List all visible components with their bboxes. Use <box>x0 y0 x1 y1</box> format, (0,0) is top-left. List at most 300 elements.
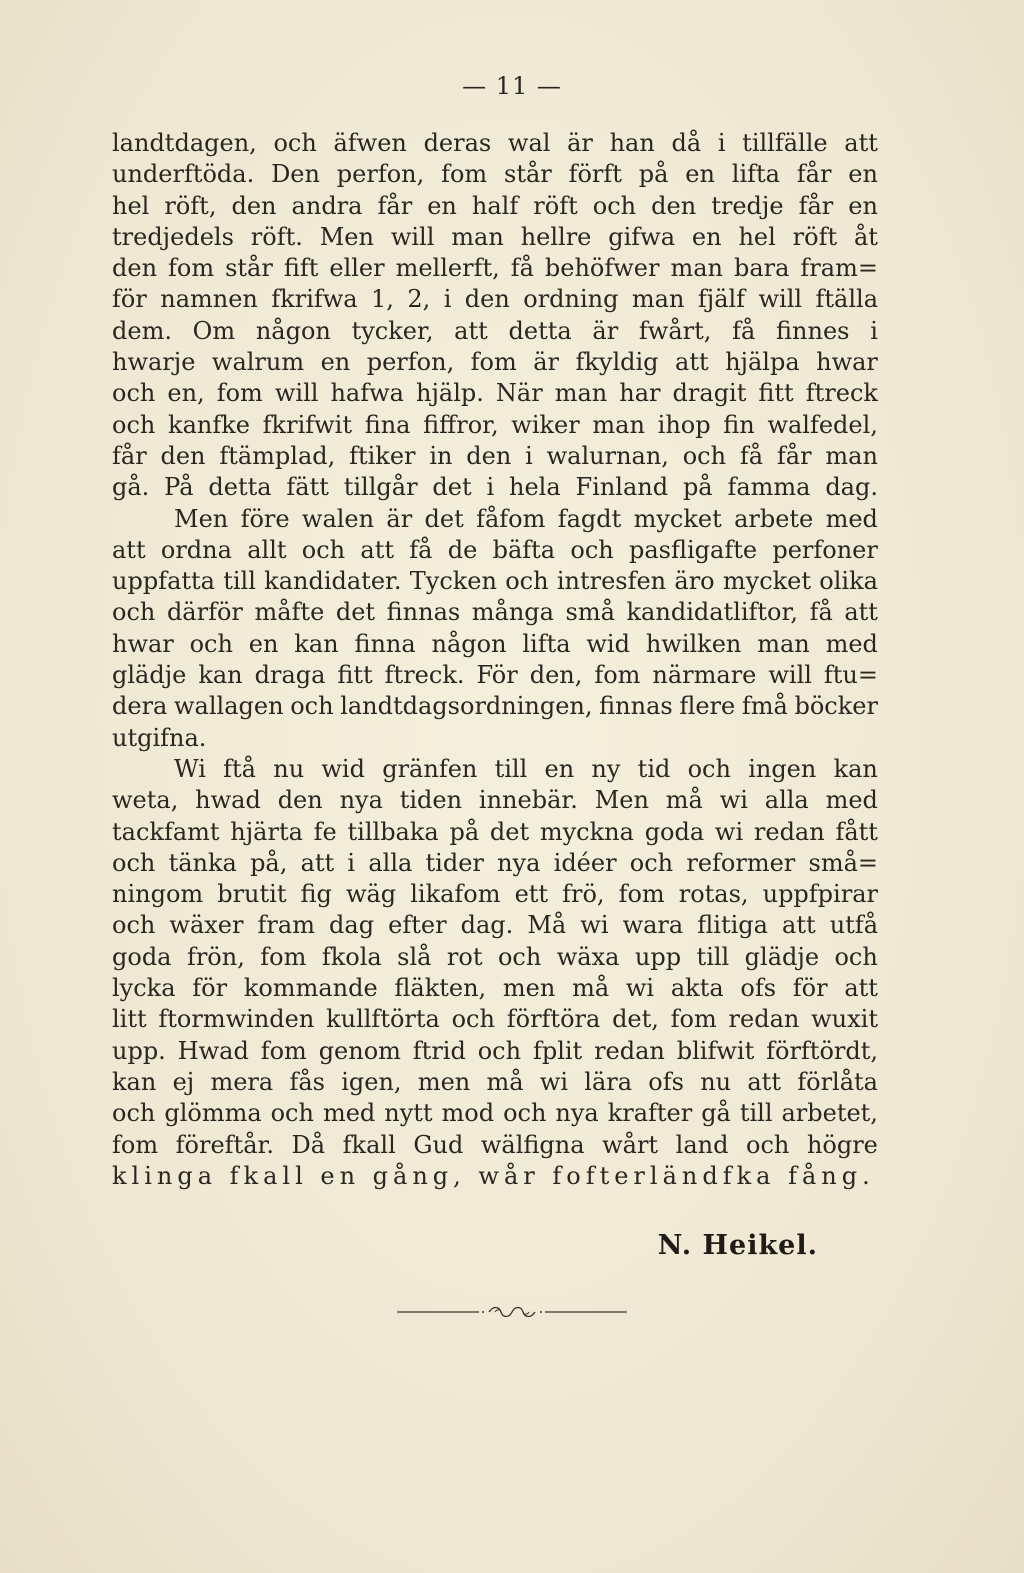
word: tiden <box>399 786 463 815</box>
word: in <box>429 441 453 470</box>
text-line <box>112 159 878 190</box>
word: och <box>273 129 317 157</box>
word: i <box>717 129 726 157</box>
word: står <box>504 160 552 189</box>
author-signature: N. Heikel. <box>657 1230 818 1261</box>
word: en <box>848 160 878 189</box>
word: wal <box>507 129 551 157</box>
word: man <box>825 441 878 470</box>
word: kan <box>294 629 339 658</box>
word: gränfen <box>382 754 478 783</box>
word: till <box>494 754 528 783</box>
word: och <box>477 1036 522 1065</box>
word: mera <box>210 1067 274 1096</box>
word: få <box>732 316 756 345</box>
word: i <box>870 316 878 345</box>
word: det <box>432 473 472 502</box>
word: med <box>825 786 878 815</box>
word: ftiker <box>349 441 416 470</box>
line-text <box>112 1036 878 1067</box>
word: fiffror, <box>423 410 499 439</box>
word: land <box>675 1130 729 1159</box>
word: står <box>225 254 273 283</box>
word: hwarje <box>112 348 196 377</box>
word: tredjedels <box>112 222 234 251</box>
line-text <box>112 410 878 441</box>
word: weta, <box>112 786 179 815</box>
word: goda <box>644 817 705 846</box>
text-line <box>112 222 878 253</box>
word: arbete <box>734 504 814 533</box>
word: kan <box>833 754 878 783</box>
word: fram= <box>800 254 878 283</box>
word: att <box>844 974 878 1003</box>
line-text <box>112 879 878 910</box>
word: en <box>320 348 351 377</box>
word: myckna <box>539 817 634 846</box>
word: får <box>112 441 147 470</box>
word: och <box>687 754 731 783</box>
word: wid <box>321 754 365 783</box>
word: hjärta <box>230 817 303 846</box>
text-line <box>112 785 878 816</box>
word: fkyldig <box>575 348 659 377</box>
word: en <box>427 191 457 220</box>
word: tid <box>637 754 671 783</box>
line-text <box>112 378 878 409</box>
word: walurnan, <box>546 441 669 470</box>
word: Men <box>319 222 374 251</box>
word: hel <box>112 191 150 220</box>
word: reformer <box>686 848 796 877</box>
word: upp <box>634 942 682 971</box>
text-line <box>112 472 878 503</box>
word: wäxa <box>556 942 620 971</box>
word: röft, <box>164 191 217 220</box>
word: wäxer <box>169 911 244 940</box>
line-text: utgifna. <box>112 723 207 752</box>
word: fätt <box>286 473 329 502</box>
word: perfoner <box>772 535 878 564</box>
word: hwad <box>195 786 261 815</box>
word: hwar <box>112 629 174 658</box>
word: dag. <box>460 911 514 940</box>
word: må <box>665 786 703 815</box>
word: behöfwer <box>544 254 660 283</box>
word: böcker <box>794 692 878 721</box>
word: ftälla <box>815 285 878 314</box>
word: kan <box>112 1067 157 1096</box>
word: mellerft, <box>395 254 500 283</box>
word: i <box>347 848 356 877</box>
word: wi <box>539 1067 569 1096</box>
line-text <box>112 597 878 628</box>
line-text <box>112 817 878 848</box>
word: will <box>768 661 812 690</box>
text-line <box>112 504 878 535</box>
word: kanfke <box>168 410 250 439</box>
word: ftrid <box>412 1036 466 1065</box>
word: Må <box>527 911 567 940</box>
word: finnes <box>776 316 850 345</box>
line-text <box>112 973 878 1004</box>
word: allt <box>247 535 287 564</box>
line-text <box>112 848 878 879</box>
word: fram <box>257 911 315 940</box>
text-line <box>112 879 878 910</box>
word: wi <box>719 786 748 815</box>
line-text <box>112 1067 878 1098</box>
word: till <box>223 567 256 596</box>
word: måfte <box>254 598 325 627</box>
word: den <box>464 285 510 314</box>
text-line <box>112 347 878 378</box>
word: underftöda. <box>112 160 255 189</box>
word: eller <box>329 254 385 283</box>
word: och <box>629 848 674 877</box>
word: gå. <box>112 473 150 502</box>
word: åt <box>854 222 878 251</box>
word: ftreck. <box>384 661 465 690</box>
line-text <box>112 1098 878 1129</box>
line-text <box>112 222 878 253</box>
word: walrum <box>211 348 305 377</box>
word: den, <box>529 661 583 690</box>
word: upp. <box>112 1036 166 1065</box>
word: arbetet, <box>781 1099 878 1128</box>
word: nya <box>339 786 383 815</box>
line-text <box>112 535 878 566</box>
line-text <box>112 347 878 378</box>
word: 1, <box>371 285 394 314</box>
word: att <box>112 535 146 564</box>
line-text <box>174 754 878 785</box>
word: före <box>240 504 290 533</box>
word: är <box>592 316 619 345</box>
word: utfå <box>829 911 878 940</box>
text-line <box>112 754 878 785</box>
word: kullftörta <box>326 1005 440 1034</box>
word: igen, <box>341 1067 402 1096</box>
word: den <box>466 441 512 470</box>
word: finnas <box>599 692 673 721</box>
text-line <box>112 566 878 597</box>
word: glädje <box>112 661 187 690</box>
word: fitt <box>758 379 794 408</box>
word: namnen <box>160 285 258 314</box>
word: en <box>848 191 878 220</box>
word: ordning <box>523 285 619 314</box>
word: fig <box>300 880 332 909</box>
word: will <box>758 285 803 314</box>
word: man <box>670 254 723 283</box>
word: att <box>454 316 488 345</box>
word: för <box>112 285 147 314</box>
word: wårt <box>602 1130 659 1159</box>
word: fwårt, <box>638 316 712 345</box>
word: få <box>809 598 833 627</box>
word: hjälp. <box>415 379 484 408</box>
word: hel <box>738 222 776 251</box>
line-text <box>112 629 878 660</box>
word: walen <box>301 504 375 533</box>
word: ftämplad, <box>219 441 336 470</box>
text-line <box>112 1067 878 1098</box>
word: intresfen <box>556 567 667 596</box>
word: lycka <box>112 974 176 1003</box>
word: hwilken <box>645 629 742 658</box>
word: hjälpa <box>725 348 800 377</box>
word: att <box>782 911 816 940</box>
word: gå <box>701 1099 731 1128</box>
word: glädje <box>744 942 820 971</box>
line-text: klinga fkall en gång, wår fofterländfka fång. <box>112 1161 875 1190</box>
word: landtdagsordningen, <box>340 692 593 721</box>
word: genom <box>318 1036 401 1065</box>
word: får <box>796 160 832 189</box>
word: det, <box>612 1005 659 1034</box>
word: fås <box>289 1067 325 1096</box>
page-number: — 11 — <box>462 72 562 100</box>
word: och <box>301 535 346 564</box>
word: 2, <box>407 285 431 314</box>
word: ingen <box>748 754 817 783</box>
word: glömma <box>164 1099 262 1128</box>
text-line <box>112 441 878 472</box>
word: lifta <box>731 160 780 189</box>
line-text <box>112 441 878 472</box>
word: fom <box>670 1005 717 1034</box>
word: nu <box>273 754 305 783</box>
word: det <box>335 598 376 627</box>
word: tredje <box>711 191 784 220</box>
word: förftöra <box>506 1005 601 1034</box>
word: då <box>671 129 702 157</box>
word: kandidatliftor, <box>626 598 798 627</box>
word: att <box>360 535 395 564</box>
word: och <box>451 1005 495 1034</box>
word: till <box>739 1099 773 1128</box>
word: ftu= <box>823 661 878 690</box>
word: flere <box>679 692 736 721</box>
word: wara <box>622 911 684 940</box>
word: därför <box>166 598 243 627</box>
word: fom <box>441 160 488 189</box>
word: en <box>544 754 575 783</box>
ornament-divider-icon <box>397 1302 627 1322</box>
word: På <box>164 473 194 502</box>
word: och <box>505 567 549 596</box>
word: nu <box>700 1067 732 1096</box>
word: och <box>112 410 156 439</box>
word: mod <box>441 1099 495 1128</box>
word: han <box>609 129 655 157</box>
word: Då <box>291 1130 326 1159</box>
word: fått <box>835 817 878 846</box>
word: röft <box>533 191 578 220</box>
word: will <box>390 222 435 251</box>
word: tillfälle <box>742 129 828 157</box>
word: wuxit <box>811 1005 878 1034</box>
word: nytt <box>384 1099 433 1128</box>
word: fom <box>470 348 517 377</box>
text-line <box>112 128 878 159</box>
word: redan <box>753 817 825 846</box>
text-line <box>112 1036 878 1067</box>
word: få <box>510 254 534 283</box>
word: äro <box>674 567 715 596</box>
word: de <box>447 535 478 564</box>
word: fe <box>313 817 337 846</box>
line-text <box>112 942 878 973</box>
word: äfwen <box>333 129 407 157</box>
word: är <box>567 129 593 157</box>
word: flitiga <box>697 911 768 940</box>
word: fåfom <box>476 504 546 533</box>
word: När <box>495 379 543 408</box>
word: för <box>792 974 828 1003</box>
word: förftördt, <box>766 1036 878 1065</box>
word: den <box>112 254 158 283</box>
word: och <box>682 441 727 470</box>
word: detta <box>208 473 272 502</box>
word: få <box>739 441 764 470</box>
word: tider <box>425 848 484 877</box>
word: får <box>377 191 413 220</box>
text-line <box>112 1004 878 1035</box>
text-line <box>112 253 878 284</box>
word: med <box>825 629 878 658</box>
word: akta <box>670 974 724 1003</box>
text-line <box>112 910 878 941</box>
word: i <box>486 473 495 502</box>
body-text <box>112 128 878 1192</box>
word: och <box>503 1099 547 1128</box>
word: man <box>757 629 810 658</box>
line-text <box>112 691 878 722</box>
word: i <box>525 441 533 470</box>
word: på <box>638 160 669 189</box>
text-line <box>112 597 878 628</box>
word: och <box>290 692 334 721</box>
text-line <box>112 535 878 566</box>
word: någon <box>431 629 507 658</box>
text-line <box>112 191 878 222</box>
word: dem. <box>112 316 172 345</box>
word: walfedel, <box>767 410 878 439</box>
word: men <box>502 974 556 1003</box>
word: wi <box>714 817 744 846</box>
text-line <box>112 723 878 754</box>
word: dragit <box>672 379 747 408</box>
word: röft. <box>250 222 303 251</box>
word: en <box>691 222 722 251</box>
line-text <box>112 253 878 284</box>
word: wi <box>580 911 609 940</box>
word: och <box>592 191 637 220</box>
word: till <box>696 942 730 971</box>
word: röft <box>792 222 838 251</box>
word: tackfamt <box>112 817 220 846</box>
word: och <box>746 1130 790 1159</box>
word: är <box>386 504 413 533</box>
word: föreftår. <box>175 1130 274 1159</box>
word: man <box>592 410 645 439</box>
word: hela <box>509 473 561 502</box>
line-text <box>112 1130 878 1161</box>
word: är <box>533 348 560 377</box>
word: får <box>776 441 812 470</box>
word: pasfligafte <box>629 535 758 564</box>
text-line <box>112 1098 878 1129</box>
word: frö, <box>562 880 605 909</box>
word: med <box>825 504 878 533</box>
word: fom <box>216 379 263 408</box>
word: den <box>651 191 697 220</box>
word: krafter <box>607 1099 693 1128</box>
word: många <box>471 598 554 627</box>
word: dag <box>329 911 375 940</box>
word: nya <box>555 1099 599 1128</box>
word: den <box>160 441 206 470</box>
word: ofs <box>740 974 777 1003</box>
line-text <box>112 660 878 691</box>
word: nya <box>497 848 541 877</box>
word: en <box>248 629 279 658</box>
word: wi <box>625 974 655 1003</box>
word: fift <box>283 254 319 283</box>
word: ftormwinden <box>158 1005 315 1034</box>
word: och <box>112 848 156 877</box>
word: famma <box>727 473 811 502</box>
word: uppfatta <box>112 567 215 596</box>
line-text <box>112 316 878 347</box>
word: ny <box>591 754 621 783</box>
word: och <box>570 535 614 564</box>
word: deras <box>423 129 492 157</box>
word: alla <box>368 848 413 877</box>
line-text <box>112 785 878 816</box>
word: tillbaka <box>347 817 439 846</box>
word: lifta <box>522 629 571 658</box>
word: fom <box>618 880 665 909</box>
word: må <box>486 1067 524 1096</box>
word: förft <box>568 160 622 189</box>
word: på <box>449 817 480 846</box>
text-line <box>112 848 878 879</box>
word: fin <box>723 410 755 439</box>
word: ordna <box>160 535 232 564</box>
word: man <box>554 379 608 408</box>
word: ningom <box>112 880 204 909</box>
word: fjälf <box>697 285 746 314</box>
word: tillgår <box>343 473 418 502</box>
word: brutit <box>217 880 287 909</box>
word: perfon, <box>336 160 425 189</box>
word: fläkten, <box>394 974 487 1003</box>
word: kommande <box>243 974 378 1003</box>
word: och <box>112 1099 156 1128</box>
text-line <box>112 1161 878 1192</box>
line-text <box>112 472 878 503</box>
word: men <box>417 1067 471 1096</box>
word: wid <box>586 629 630 658</box>
word: innebär. <box>478 786 578 815</box>
word: och <box>189 629 233 658</box>
word: fom <box>260 1036 307 1065</box>
word: må <box>572 974 610 1003</box>
word: draga <box>254 661 326 690</box>
